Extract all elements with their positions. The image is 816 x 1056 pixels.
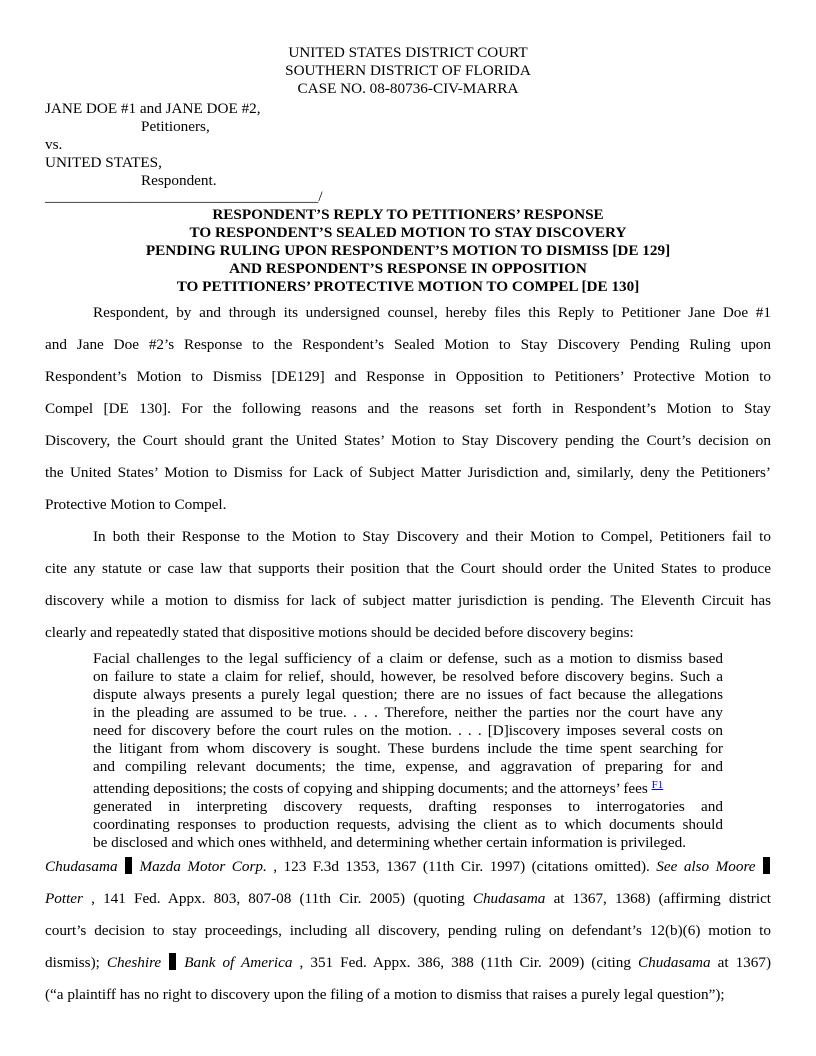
- petitioners-name: JANE DOE #1 and JANE DOE #2,: [45, 100, 261, 117]
- text-line: cite any statute or case law that supports their position that the Court should order the United States to produce: [45, 560, 771, 577]
- quote-line: attending depositions; the costs of copying and shipping documents; and the attorneys’ fees: [93, 780, 648, 797]
- citation-line: court’s decision to stay proceedings, including all discovery, pending ruling on defendant’s 12(b)(6) motion to: [45, 922, 771, 939]
- petitioners-role: Petitioners,: [141, 118, 210, 135]
- quote-line: and compiling relevant documents; the time, expense, and aggravation of preparing for and: [93, 758, 723, 775]
- quote-line: be disclosed and which ones withheld, and determining whether certain information is privileged.: [93, 834, 686, 851]
- citation-text: dismiss);: [45, 954, 100, 971]
- versus: vs.: [45, 136, 63, 153]
- citation-text: at 1367): [717, 954, 772, 971]
- block-quote: [93, 650, 723, 852]
- title-line: TO RESPONDENT’S SEALED MOTION TO STAY DISCOVERY: [189, 224, 627, 241]
- quote-line: the litigant from whom discovery is sought. These burdens include the time spent searching for: [93, 740, 723, 757]
- text-line: and Jane Doe #2’s Response to the Respondent’s Sealed Motion to Stay Discovery Pending Ruling upon: [45, 336, 771, 353]
- redaction-mark: [169, 953, 176, 970]
- text-line: In both their Response to the Motion to Stay Discovery and their Motion to Compel, Petitioners fail to: [93, 528, 771, 545]
- footnote-link[interactable]: F1: [651, 779, 664, 791]
- quote-line: Facial challenges to the legal sufficiency of a claim or defense, such as a motion to dismiss based: [93, 650, 723, 667]
- title-line: PENDING RULING UPON RESPONDENT’S MOTION TO DISMISS [DE 129]: [145, 242, 671, 259]
- citation-line: [45, 883, 771, 915]
- district-name: SOUTHERN DISTRICT OF FLORIDA: [285, 62, 531, 79]
- text-line: Discovery, the Court should grant the United States’ Motion to Stay Discovery pending the Court’s decision on: [45, 432, 771, 449]
- respondent-name: UNITED STATES,: [45, 154, 162, 171]
- title-line: AND RESPONDENT’S RESPONSE IN OPPOSITION: [229, 260, 587, 277]
- case-name: Chudasama: [637, 954, 711, 971]
- court-name: UNITED STATES DISTRICT COURT: [288, 44, 528, 61]
- redaction-mark: [763, 857, 770, 874]
- case-name: Bank of America: [184, 954, 293, 971]
- text-line: clearly and repeatedly stated that dispositive motions should be decided before discovery begins:: [45, 624, 634, 641]
- case-name: Chudasama: [45, 858, 118, 875]
- case-number: CASE NO. 08-80736-CIV-MARRA: [297, 80, 519, 97]
- citation-line: [45, 851, 771, 883]
- case-name: See also Moore: [656, 858, 756, 875]
- paragraph-1: [45, 297, 771, 521]
- court-header: [0, 44, 816, 98]
- text-line: Protective Motion to Compel.: [45, 496, 227, 513]
- respondent-role: Respondent.: [141, 172, 217, 189]
- paragraph-2: [45, 521, 771, 649]
- title-line: RESPONDENT’S REPLY TO PETITIONERS’ RESPONSE: [212, 206, 604, 223]
- text-line: Respondent, by and through its undersigned counsel, hereby files this Reply to Petitioner Jane Doe #1: [93, 304, 771, 321]
- citation-text: , 123 F.3d 1353, 1367 (11th Cir. 1997) (citations omitted).: [273, 858, 650, 875]
- citation-text: at 1367, 1368) (affirming district: [553, 890, 772, 907]
- quote-line: generated in interpreting discovery requests, drafting responses to interrogatories and: [93, 798, 723, 815]
- quote-line-with-footnote: [93, 776, 723, 798]
- quote-line: on failure to state a claim for relief, should, however, be resolved before discovery begins. Such a: [93, 668, 723, 685]
- case-name: Chudasama: [472, 890, 546, 907]
- caption-rule: ____________________________________/: [45, 188, 323, 205]
- citation-text: , 351 Fed. Appx. 386, 388 (11th Cir. 2009) (citing: [299, 954, 631, 971]
- text-line: Compel [DE 130]. For the following reasons and the reasons set forth in Respondent’s Motion to Stay: [45, 400, 771, 417]
- citation-text: , 141 Fed. Appx. 803, 807-08 (11th Cir. 2005) (quoting: [91, 890, 465, 907]
- text-line: Respondent’s Motion to Dismiss [DE129] and Response in Opposition to Petitioners’ Protective Motion to: [45, 368, 771, 385]
- quote-line: in the pleading are assumed to be true. . . . Therefore, neither the parties nor the court have any: [93, 704, 723, 721]
- case-name: Mazda Motor Corp.: [139, 858, 267, 875]
- quote-line: dispute always presents a purely legal question; there are no issues of fact because the allegations: [93, 686, 723, 703]
- citations-paragraph: [45, 851, 771, 1011]
- text-line: the United States’ Motion to Dismiss for Lack of Subject Matter Jurisdiction and, similarly, deny the Petitioners’: [45, 464, 771, 481]
- quote-line: need for discovery before the court rules on the motion. . . . [D]iscovery imposes several costs on: [93, 722, 723, 739]
- citation-line: [45, 947, 771, 979]
- citation-line: (“a plaintiff has no right to discovery upon the filing of a motion to dismiss that raises a purely legal question”);: [45, 986, 725, 1003]
- quote-line: coordinating responses to production requests, advising the client as to which documents should: [93, 816, 723, 833]
- redaction-mark: [125, 857, 132, 874]
- title-line: TO PETITIONERS’ PROTECTIVE MOTION TO COMPEL [DE 130]: [176, 278, 640, 295]
- document-title: [0, 206, 816, 296]
- case-name: Potter: [45, 890, 83, 907]
- text-line: discovery while a motion to dismiss for lack of subject matter jurisdiction is pending. The Eleventh Circuit has: [45, 592, 771, 609]
- case-name: Cheshire: [106, 954, 162, 971]
